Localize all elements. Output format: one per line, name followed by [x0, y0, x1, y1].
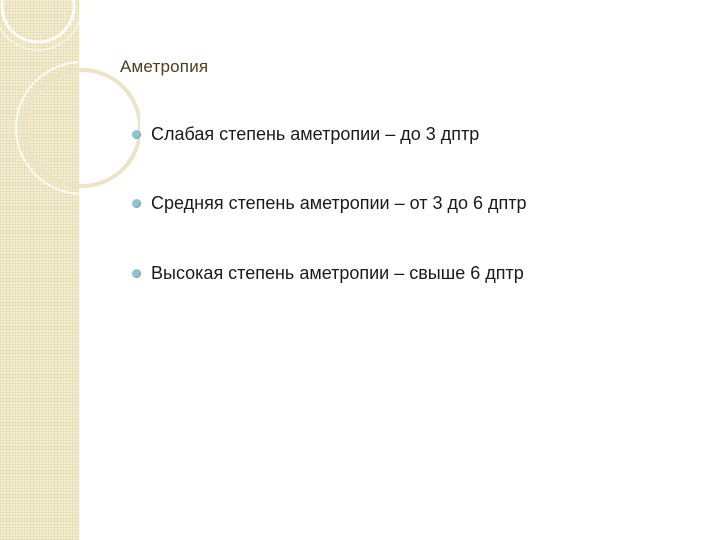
bullet-marker-icon: [132, 130, 141, 139]
bullet-text: Высокая степень аметропии – свыше 6 дптр: [151, 262, 524, 283]
bullet-marker-icon: [132, 269, 141, 278]
bullet-marker-icon: [132, 199, 141, 208]
decorative-circle-top: [2, 0, 74, 42]
bullet-item: [132, 123, 479, 145]
decorative-circle-middle: [24, 70, 140, 186]
bullet-text: Средняя степень аметропии – от 3 до 6 дптр: [151, 192, 527, 213]
slide-title: Аметропия: [120, 57, 209, 76]
bullet-text: Слабая степень аметропии – до 3 дптр: [151, 123, 480, 144]
bullet-item: [132, 262, 524, 284]
decorative-circles: [0, 0, 140, 240]
decorative-circle-middle-outer: [16, 62, 140, 194]
bullet-item: [132, 192, 527, 214]
